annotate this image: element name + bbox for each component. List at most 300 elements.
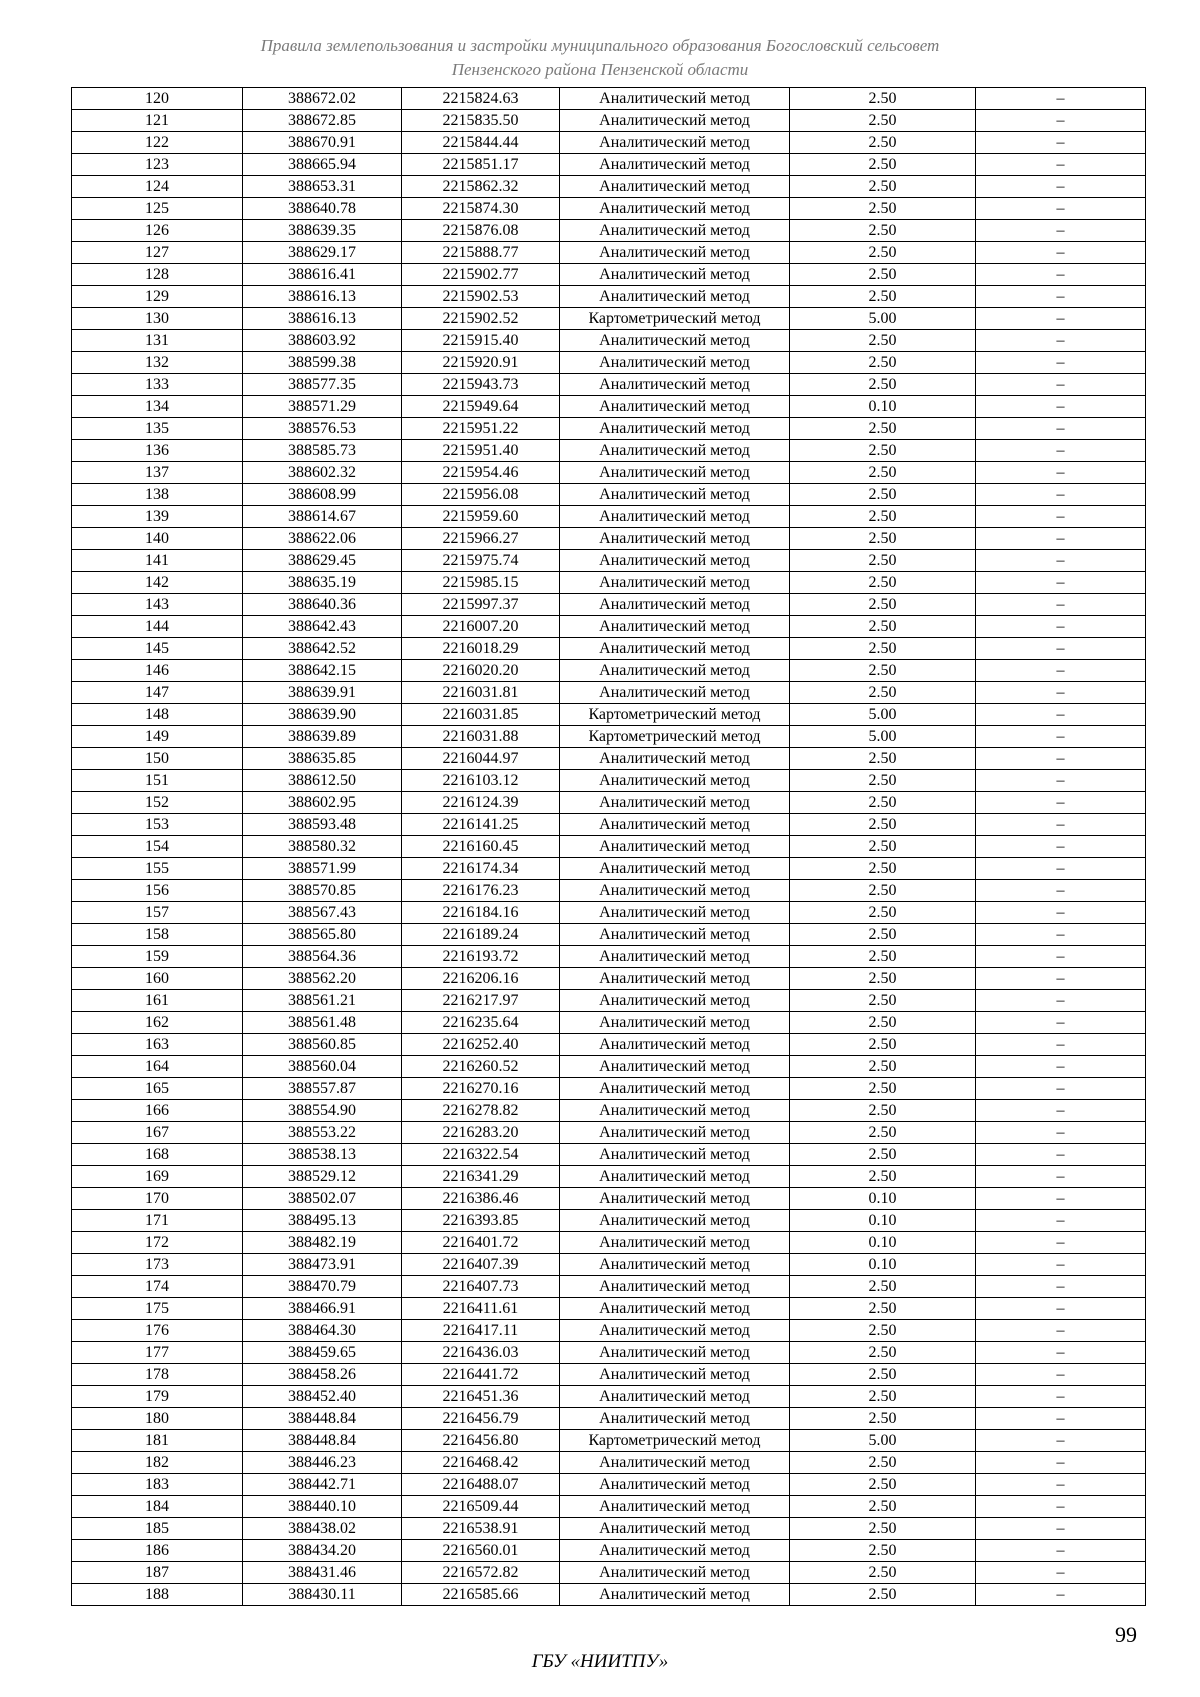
y-coordinate-cell: 2215956.08	[402, 484, 560, 506]
description-cell: –	[976, 550, 1146, 572]
coordinates-table-body	[72, 88, 1146, 1606]
point-number-cell: 133	[72, 374, 243, 396]
method-cell: Картометрический метод	[560, 704, 790, 726]
y-coordinate-cell: 2215874.30	[402, 198, 560, 220]
table-row	[72, 88, 1146, 110]
accuracy-cell: 2.50	[790, 220, 976, 242]
x-coordinate-cell: 388639.89	[243, 726, 402, 748]
accuracy-cell: 0.10	[790, 1210, 976, 1232]
description-cell: –	[976, 1386, 1146, 1408]
point-number-cell: 182	[72, 1452, 243, 1474]
x-coordinate-cell: 388561.48	[243, 1012, 402, 1034]
description-cell: –	[976, 770, 1146, 792]
accuracy-cell: 2.50	[790, 1100, 976, 1122]
description-cell: –	[976, 836, 1146, 858]
y-coordinate-cell: 2216585.66	[402, 1584, 560, 1606]
x-coordinate-cell: 388438.02	[243, 1518, 402, 1540]
y-coordinate-cell: 2216044.97	[402, 748, 560, 770]
x-coordinate-cell: 388570.85	[243, 880, 402, 902]
point-number-cell: 168	[72, 1144, 243, 1166]
y-coordinate-cell: 2216468.42	[402, 1452, 560, 1474]
x-coordinate-cell: 388602.95	[243, 792, 402, 814]
point-number-cell: 124	[72, 176, 243, 198]
accuracy-cell: 2.50	[790, 1034, 976, 1056]
accuracy-cell: 2.50	[790, 1496, 976, 1518]
accuracy-cell: 2.50	[790, 946, 976, 968]
point-number-cell: 167	[72, 1122, 243, 1144]
table-row	[72, 132, 1146, 154]
point-number-cell: 141	[72, 550, 243, 572]
table-row	[72, 330, 1146, 352]
accuracy-cell: 2.50	[790, 902, 976, 924]
table-row	[72, 1254, 1146, 1276]
accuracy-cell: 5.00	[790, 704, 976, 726]
y-coordinate-cell: 2216270.16	[402, 1078, 560, 1100]
method-cell: Аналитический метод	[560, 1584, 790, 1606]
table-row	[72, 572, 1146, 594]
y-coordinate-cell: 2216278.82	[402, 1100, 560, 1122]
x-coordinate-cell: 388448.84	[243, 1408, 402, 1430]
table-row	[72, 418, 1146, 440]
accuracy-cell: 2.50	[790, 1166, 976, 1188]
accuracy-cell: 5.00	[790, 1430, 976, 1452]
method-cell: Аналитический метод	[560, 1078, 790, 1100]
accuracy-cell: 2.50	[790, 1144, 976, 1166]
description-cell: –	[976, 1452, 1146, 1474]
table-row	[72, 1100, 1146, 1122]
accuracy-cell: 2.50	[790, 264, 976, 286]
y-coordinate-cell: 2215902.52	[402, 308, 560, 330]
x-coordinate-cell: 388495.13	[243, 1210, 402, 1232]
accuracy-cell: 2.50	[790, 176, 976, 198]
x-coordinate-cell: 388459.65	[243, 1342, 402, 1364]
footer-organization: ГБУ «НИИТПУ»	[531, 1651, 669, 1672]
x-coordinate-cell: 388561.21	[243, 990, 402, 1012]
table-row	[72, 1496, 1146, 1518]
table-row	[72, 1364, 1146, 1386]
point-number-cell: 151	[72, 770, 243, 792]
table-row	[72, 308, 1146, 330]
accuracy-cell: 5.00	[790, 726, 976, 748]
method-cell: Аналитический метод	[560, 1562, 790, 1584]
y-coordinate-cell: 2215959.60	[402, 506, 560, 528]
coordinates-table	[71, 87, 1146, 1606]
x-coordinate-cell: 388639.35	[243, 220, 402, 242]
accuracy-cell: 2.50	[790, 1474, 976, 1496]
method-cell: Аналитический метод	[560, 1540, 790, 1562]
table-row	[72, 638, 1146, 660]
x-coordinate-cell: 388642.52	[243, 638, 402, 660]
point-number-cell: 183	[72, 1474, 243, 1496]
description-cell: –	[976, 1144, 1146, 1166]
x-coordinate-cell: 388635.19	[243, 572, 402, 594]
y-coordinate-cell: 2216206.16	[402, 968, 560, 990]
table-row	[72, 286, 1146, 308]
y-coordinate-cell: 2216441.72	[402, 1364, 560, 1386]
description-cell: –	[976, 176, 1146, 198]
accuracy-cell: 2.50	[790, 924, 976, 946]
x-coordinate-cell: 388616.41	[243, 264, 402, 286]
accuracy-cell: 2.50	[790, 1584, 976, 1606]
method-cell: Аналитический метод	[560, 506, 790, 528]
description-cell: –	[976, 440, 1146, 462]
method-cell: Аналитический метод	[560, 1012, 790, 1034]
method-cell: Аналитический метод	[560, 836, 790, 858]
point-number-cell: 139	[72, 506, 243, 528]
accuracy-cell: 2.50	[790, 968, 976, 990]
description-cell: –	[976, 308, 1146, 330]
method-cell: Аналитический метод	[560, 1364, 790, 1386]
description-cell: –	[976, 352, 1146, 374]
description-cell: –	[976, 220, 1146, 242]
x-coordinate-cell: 388629.17	[243, 242, 402, 264]
x-coordinate-cell: 388442.71	[243, 1474, 402, 1496]
accuracy-cell: 0.10	[790, 1232, 976, 1254]
table-row	[72, 1474, 1146, 1496]
point-number-cell: 181	[72, 1430, 243, 1452]
accuracy-cell: 0.10	[790, 1254, 976, 1276]
description-cell: –	[976, 1408, 1146, 1430]
method-cell: Аналитический метод	[560, 1518, 790, 1540]
x-coordinate-cell: 388565.80	[243, 924, 402, 946]
method-cell: Аналитический метод	[560, 440, 790, 462]
y-coordinate-cell: 2215862.32	[402, 176, 560, 198]
point-number-cell: 127	[72, 242, 243, 264]
accuracy-cell: 0.10	[790, 396, 976, 418]
y-coordinate-cell: 2216386.46	[402, 1188, 560, 1210]
x-coordinate-cell: 388466.91	[243, 1298, 402, 1320]
description-cell: –	[976, 198, 1146, 220]
x-coordinate-cell: 388612.50	[243, 770, 402, 792]
accuracy-cell: 2.50	[790, 1518, 976, 1540]
method-cell: Аналитический метод	[560, 1210, 790, 1232]
accuracy-cell: 2.50	[790, 374, 976, 396]
y-coordinate-cell: 2215985.15	[402, 572, 560, 594]
x-coordinate-cell: 388602.32	[243, 462, 402, 484]
accuracy-cell: 2.50	[790, 880, 976, 902]
accuracy-cell: 2.50	[790, 550, 976, 572]
x-coordinate-cell: 388653.31	[243, 176, 402, 198]
table-row	[72, 1584, 1146, 1606]
accuracy-cell: 2.50	[790, 1452, 976, 1474]
point-number-cell: 161	[72, 990, 243, 1012]
point-number-cell: 147	[72, 682, 243, 704]
y-coordinate-cell: 2216124.39	[402, 792, 560, 814]
accuracy-cell: 2.50	[790, 1540, 976, 1562]
point-number-cell: 125	[72, 198, 243, 220]
table-row	[72, 1188, 1146, 1210]
description-cell: –	[976, 1584, 1146, 1606]
method-cell: Аналитический метод	[560, 1408, 790, 1430]
description-cell: –	[976, 594, 1146, 616]
x-coordinate-cell: 388599.38	[243, 352, 402, 374]
table-row	[72, 1408, 1146, 1430]
x-coordinate-cell: 388580.32	[243, 836, 402, 858]
y-coordinate-cell: 2216417.11	[402, 1320, 560, 1342]
table-row	[72, 1276, 1146, 1298]
accuracy-cell: 2.50	[790, 484, 976, 506]
description-cell: –	[976, 572, 1146, 594]
point-number-cell: 159	[72, 946, 243, 968]
page-number: 99	[1115, 1622, 1137, 1647]
point-number-cell: 154	[72, 836, 243, 858]
description-cell: –	[976, 1188, 1146, 1210]
x-coordinate-cell: 388562.20	[243, 968, 402, 990]
description-cell: –	[976, 1430, 1146, 1452]
accuracy-cell: 2.50	[790, 572, 976, 594]
point-number-cell: 122	[72, 132, 243, 154]
description-cell: –	[976, 1012, 1146, 1034]
y-coordinate-cell: 2215888.77	[402, 242, 560, 264]
method-cell: Аналитический метод	[560, 1254, 790, 1276]
point-number-cell: 121	[72, 110, 243, 132]
y-coordinate-cell: 2215997.37	[402, 594, 560, 616]
description-cell: –	[976, 1364, 1146, 1386]
table-row	[72, 682, 1146, 704]
table-row	[72, 1210, 1146, 1232]
table-row	[72, 968, 1146, 990]
y-coordinate-cell: 2216456.79	[402, 1408, 560, 1430]
table-row	[72, 660, 1146, 682]
y-coordinate-cell: 2215954.46	[402, 462, 560, 484]
method-cell: Аналитический метод	[560, 1122, 790, 1144]
method-cell: Аналитический метод	[560, 682, 790, 704]
y-coordinate-cell: 2216407.73	[402, 1276, 560, 1298]
point-number-cell: 175	[72, 1298, 243, 1320]
description-cell: –	[976, 1540, 1146, 1562]
y-coordinate-cell: 2215943.73	[402, 374, 560, 396]
accuracy-cell: 5.00	[790, 308, 976, 330]
point-number-cell: 130	[72, 308, 243, 330]
table-row	[72, 1012, 1146, 1034]
description-cell: –	[976, 1254, 1146, 1276]
method-cell: Аналитический метод	[560, 1100, 790, 1122]
table-row	[72, 374, 1146, 396]
point-number-cell: 186	[72, 1540, 243, 1562]
y-coordinate-cell: 2216189.24	[402, 924, 560, 946]
y-coordinate-cell: 2216393.85	[402, 1210, 560, 1232]
x-coordinate-cell: 388434.20	[243, 1540, 402, 1562]
description-cell: –	[976, 1078, 1146, 1100]
method-cell: Аналитический метод	[560, 132, 790, 154]
y-coordinate-cell: 2216217.97	[402, 990, 560, 1012]
x-coordinate-cell: 388560.85	[243, 1034, 402, 1056]
description-cell: –	[976, 946, 1146, 968]
x-coordinate-cell: 388458.26	[243, 1364, 402, 1386]
description-cell: –	[976, 1122, 1146, 1144]
point-number-cell: 179	[72, 1386, 243, 1408]
table-row	[72, 1430, 1146, 1452]
table-row	[72, 220, 1146, 242]
description-cell: –	[976, 902, 1146, 924]
y-coordinate-cell: 2216401.72	[402, 1232, 560, 1254]
accuracy-cell: 2.50	[790, 88, 976, 110]
table-row	[72, 594, 1146, 616]
accuracy-cell: 2.50	[790, 506, 976, 528]
table-row	[72, 1342, 1146, 1364]
table-row	[72, 792, 1146, 814]
point-number-cell: 177	[72, 1342, 243, 1364]
description-cell: –	[976, 418, 1146, 440]
y-coordinate-cell: 2216193.72	[402, 946, 560, 968]
running-header	[0, 34, 1200, 82]
y-coordinate-cell: 2216252.40	[402, 1034, 560, 1056]
y-coordinate-cell: 2216031.88	[402, 726, 560, 748]
y-coordinate-cell: 2215975.74	[402, 550, 560, 572]
table-row	[72, 946, 1146, 968]
y-coordinate-cell: 2215824.63	[402, 88, 560, 110]
method-cell: Аналитический метод	[560, 616, 790, 638]
table-row	[72, 1518, 1146, 1540]
table-row	[72, 1452, 1146, 1474]
x-coordinate-cell: 388672.85	[243, 110, 402, 132]
point-number-cell: 128	[72, 264, 243, 286]
table-row	[72, 440, 1146, 462]
x-coordinate-cell: 388629.45	[243, 550, 402, 572]
table-row	[72, 264, 1146, 286]
x-coordinate-cell: 388567.43	[243, 902, 402, 924]
method-cell: Аналитический метод	[560, 660, 790, 682]
method-cell: Аналитический метод	[560, 1188, 790, 1210]
point-number-cell: 149	[72, 726, 243, 748]
method-cell: Аналитический метод	[560, 792, 790, 814]
point-number-cell: 138	[72, 484, 243, 506]
description-cell: –	[976, 242, 1146, 264]
description-cell: –	[976, 88, 1146, 110]
table-row	[72, 396, 1146, 418]
point-number-cell: 156	[72, 880, 243, 902]
point-number-cell: 188	[72, 1584, 243, 1606]
point-number-cell: 129	[72, 286, 243, 308]
accuracy-cell: 2.50	[790, 792, 976, 814]
point-number-cell: 162	[72, 1012, 243, 1034]
accuracy-cell: 2.50	[790, 132, 976, 154]
y-coordinate-cell: 2216560.01	[402, 1540, 560, 1562]
accuracy-cell: 2.50	[790, 616, 976, 638]
point-number-cell: 160	[72, 968, 243, 990]
table-row	[72, 836, 1146, 858]
accuracy-cell: 2.50	[790, 638, 976, 660]
description-cell: –	[976, 1342, 1146, 1364]
method-cell: Аналитический метод	[560, 594, 790, 616]
method-cell: Аналитический метод	[560, 550, 790, 572]
accuracy-cell: 2.50	[790, 836, 976, 858]
method-cell: Аналитический метод	[560, 1232, 790, 1254]
description-cell: –	[976, 1562, 1146, 1584]
description-cell: –	[976, 858, 1146, 880]
description-cell: –	[976, 1496, 1146, 1518]
accuracy-cell: 2.50	[790, 352, 976, 374]
x-coordinate-cell: 388665.94	[243, 154, 402, 176]
description-cell: –	[976, 1210, 1146, 1232]
accuracy-cell: 2.50	[790, 1364, 976, 1386]
x-coordinate-cell: 388571.29	[243, 396, 402, 418]
y-coordinate-cell: 2215902.77	[402, 264, 560, 286]
y-coordinate-cell: 2215920.91	[402, 352, 560, 374]
x-coordinate-cell: 388616.13	[243, 286, 402, 308]
method-cell: Аналитический метод	[560, 814, 790, 836]
point-number-cell: 174	[72, 1276, 243, 1298]
table-row	[72, 176, 1146, 198]
description-cell: –	[976, 748, 1146, 770]
table-row	[72, 924, 1146, 946]
accuracy-cell: 2.50	[790, 110, 976, 132]
point-number-cell: 137	[72, 462, 243, 484]
table-row	[72, 1034, 1146, 1056]
accuracy-cell: 2.50	[790, 858, 976, 880]
description-cell: –	[976, 990, 1146, 1012]
y-coordinate-cell: 2215844.44	[402, 132, 560, 154]
accuracy-cell: 2.50	[790, 286, 976, 308]
point-number-cell: 173	[72, 1254, 243, 1276]
y-coordinate-cell: 2216103.12	[402, 770, 560, 792]
point-number-cell: 169	[72, 1166, 243, 1188]
method-cell: Аналитический метод	[560, 1496, 790, 1518]
method-cell: Аналитический метод	[560, 1320, 790, 1342]
x-coordinate-cell: 388576.53	[243, 418, 402, 440]
y-coordinate-cell: 2215851.17	[402, 154, 560, 176]
x-coordinate-cell: 388577.35	[243, 374, 402, 396]
table-row	[72, 484, 1146, 506]
accuracy-cell: 2.50	[790, 990, 976, 1012]
point-number-cell: 166	[72, 1100, 243, 1122]
x-coordinate-cell: 388642.43	[243, 616, 402, 638]
method-cell: Аналитический метод	[560, 770, 790, 792]
x-coordinate-cell: 388473.91	[243, 1254, 402, 1276]
description-cell: –	[976, 726, 1146, 748]
description-cell: –	[976, 1034, 1146, 1056]
point-number-cell: 136	[72, 440, 243, 462]
table-row	[72, 506, 1146, 528]
accuracy-cell: 2.50	[790, 1122, 976, 1144]
y-coordinate-cell: 2216174.34	[402, 858, 560, 880]
method-cell: Аналитический метод	[560, 1386, 790, 1408]
table-row	[72, 1386, 1146, 1408]
method-cell: Аналитический метод	[560, 484, 790, 506]
accuracy-cell: 2.50	[790, 1298, 976, 1320]
accuracy-cell: 2.50	[790, 242, 976, 264]
table-row	[72, 198, 1146, 220]
x-coordinate-cell: 388529.12	[243, 1166, 402, 1188]
y-coordinate-cell: 2215951.40	[402, 440, 560, 462]
y-coordinate-cell: 2216031.85	[402, 704, 560, 726]
method-cell: Аналитический метод	[560, 352, 790, 374]
table-row	[72, 1540, 1146, 1562]
method-cell: Аналитический метод	[560, 374, 790, 396]
y-coordinate-cell: 2215949.64	[402, 396, 560, 418]
y-coordinate-cell: 2216260.52	[402, 1056, 560, 1078]
point-number-cell: 144	[72, 616, 243, 638]
accuracy-cell: 2.50	[790, 1320, 976, 1342]
method-cell: Аналитический метод	[560, 528, 790, 550]
method-cell: Аналитический метод	[560, 1166, 790, 1188]
y-coordinate-cell: 2216572.82	[402, 1562, 560, 1584]
method-cell: Аналитический метод	[560, 396, 790, 418]
description-cell: –	[976, 506, 1146, 528]
x-coordinate-cell: 388639.90	[243, 704, 402, 726]
y-coordinate-cell: 2215915.40	[402, 330, 560, 352]
x-coordinate-cell: 388593.48	[243, 814, 402, 836]
table-row	[72, 990, 1146, 1012]
x-coordinate-cell: 388560.04	[243, 1056, 402, 1078]
point-number-cell: 176	[72, 1320, 243, 1342]
method-cell: Аналитический метод	[560, 1342, 790, 1364]
y-coordinate-cell: 2215835.50	[402, 110, 560, 132]
x-coordinate-cell: 388430.11	[243, 1584, 402, 1606]
accuracy-cell: 2.50	[790, 1386, 976, 1408]
method-cell: Аналитический метод	[560, 1452, 790, 1474]
point-number-cell: 140	[72, 528, 243, 550]
